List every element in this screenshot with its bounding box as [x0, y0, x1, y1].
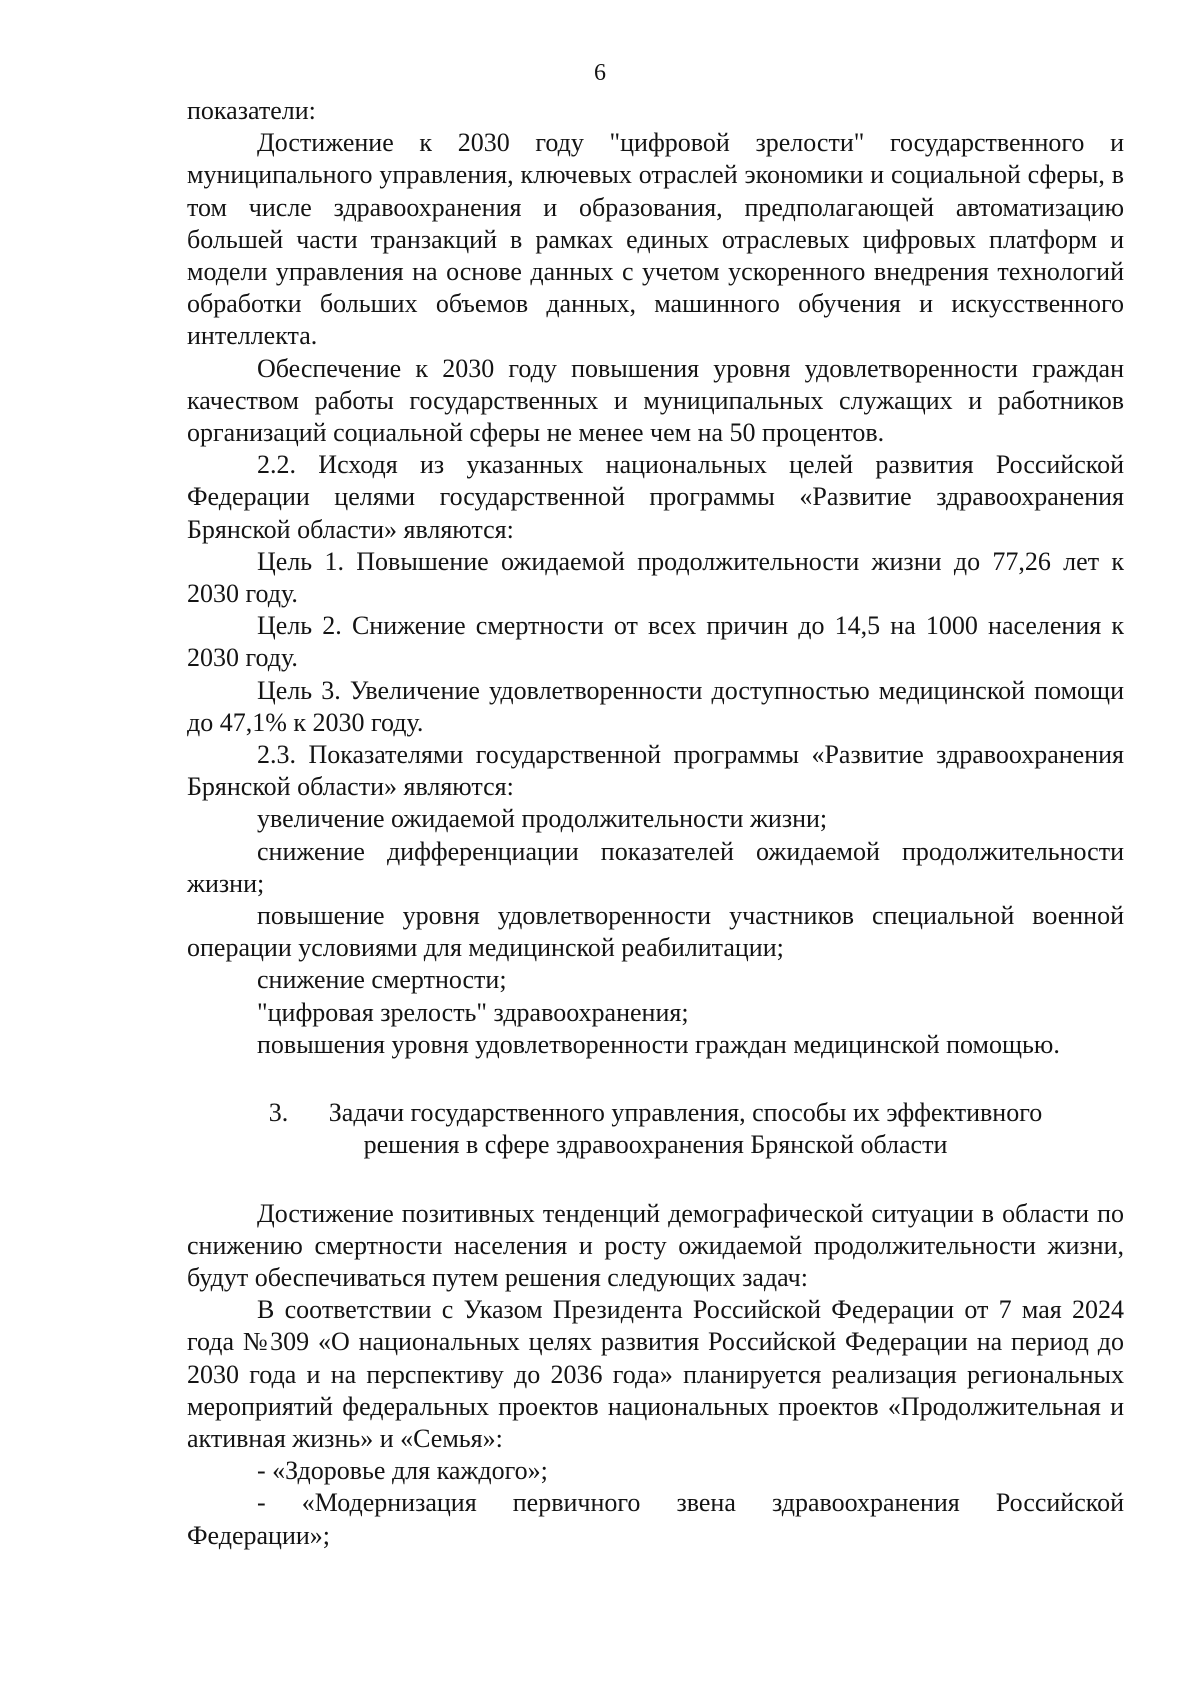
indicator-item: повышения уровня удовлетворенности граждан медицинской помощью.	[257, 1029, 1060, 1059]
section-number: 3.	[268, 1098, 289, 1128]
section-title-line-1: Задачи государственного управления, способы их эффективного	[328, 1098, 1043, 1128]
goal-paragraph: Цель 2. Снижение смертности от всех причин до 14,5 на 1000 населения к 2030 году.	[187, 611, 1124, 673]
indicator-item: "цифровая зрелость" здравоохранения;	[257, 997, 689, 1027]
goal-paragraph: Цель 1. Повышение ожидаемой продолжительности жизни до 77,26 лет к 2030 году.	[187, 546, 1124, 609]
project-item: - «Модернизация первичного звена здравоохранения Российской Федерации»;	[187, 1488, 1124, 1550]
indicator-item: снижение смертности;	[257, 965, 507, 995]
indicator-item: снижение дифференциации показателей ожидаемой продолжительности жизни;	[187, 836, 1124, 898]
section-heading-line-1	[187, 1097, 1124, 1129]
page-number: 6	[594, 60, 606, 86]
indicator-item: повышение уровня удовлетворенности участников специальной военной операции условиями для медицинской реабилитации;	[187, 901, 1124, 963]
indicator-item: увеличение ожидаемой продолжительности жизни;	[257, 804, 828, 834]
paragraph: показатели:	[187, 96, 316, 125]
section-heading	[187, 1097, 1124, 1161]
project-item: - «Здоровье для каждого»;	[257, 1456, 548, 1486]
paragraph: Достижение к 2030 году "цифровой зрелости" государственного и муниципального управления, ключевых отраслей экономики и социальной сферы, в том числе здравоохранения и образования, предполагающей автоматизацию большей части транзакций в рамках единых отраслевых цифровых платформ и модели управления на основе данных с учетом ускоренного внедрения технологий обработки больших объемов данных, машинного обучения и искусственного интеллекта.	[187, 128, 1124, 351]
document-body	[187, 95, 1124, 1552]
goal-paragraph: Цель 3. Увеличение удовлетворенности доступностью медицинской помощи до 47,1% к 2030 году.	[187, 675, 1124, 737]
paragraph: 2.2. Исходя из указанных национальных целей развития Российской Федерации целями государственной программы «Развитие здравоохранения Брянской области» являются:	[187, 450, 1124, 544]
section-title-line-2: решения в сфере здравоохранения Брянской области	[363, 1130, 948, 1160]
paragraph: 2.3. Показателями государственной программы «Развитие здравоохранения Брянской области» являются:	[187, 740, 1124, 802]
paragraph: Обеспечение к 2030 году повышения уровня удовлетворенности граждан качеством работы государственных и муниципальных служащих и работников организаций социальной сферы не менее чем на 50 процентов.	[187, 353, 1124, 448]
paragraph: В соответствии с Указом Президента Российской Федерации от 7 мая 2024 года №309 «О национальных целях развития Российской Федерации на период до 2030 года и на перспективу до 2036 года» планируется реализация региональных мероприятий федеральных проектов национальных проектов «Продолжительная и активная жизнь» и «Семья»:	[187, 1295, 1124, 1453]
paragraph: Достижение позитивных тенденций демографической ситуации в области по снижению смертности населения и росту ожидаемой продолжительности жизни, будут обеспечиваться путем решения следующих задач:	[187, 1198, 1124, 1292]
